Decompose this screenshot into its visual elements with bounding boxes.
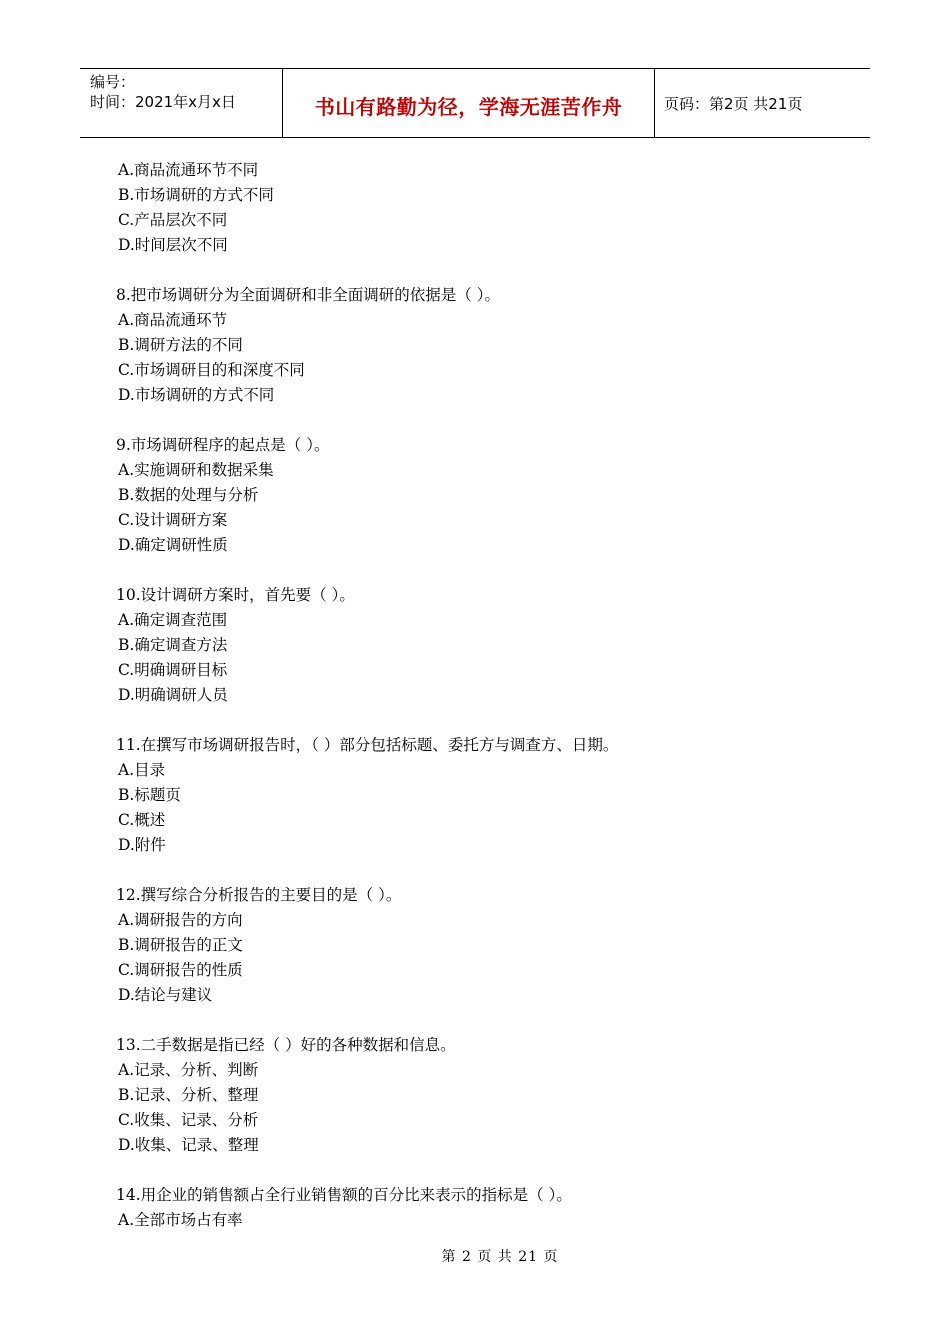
question-option: A.商品流通环节不同 <box>118 161 259 179</box>
question-block <box>116 283 876 408</box>
page-footer: 第 2 页 共 21 页 <box>441 1249 559 1265</box>
question-block <box>116 883 876 1008</box>
question-stem: 8.把市场调研分为全面调研和非全面调研的依据是（ ）。 <box>116 286 500 304</box>
question-option: A.商品流通环节 <box>118 311 228 329</box>
header-page-cell <box>655 69 870 137</box>
time-label: 时间：2021年x月x日 <box>90 93 236 111</box>
question-option: D.确定调研性质 <box>118 536 228 554</box>
question-option: A.全部市场占有率 <box>118 1211 243 1229</box>
question-option: B.确定调查方法 <box>118 636 228 654</box>
question-option: C.产品层次不同 <box>118 211 228 229</box>
question-option: A.目录 <box>118 761 166 779</box>
question-option: B.调研方法的不同 <box>118 336 243 354</box>
question-list <box>116 158 876 1258</box>
motto-text: 书山有路勤为径，学海无涯苦作舟 <box>314 94 623 119</box>
question-stem: 11.在撰写市场调研报告时，（ ）部分包括标题、委托方与调查方、日期。 <box>116 736 619 754</box>
question-block <box>116 1033 876 1158</box>
question-option: C.调研报告的性质 <box>118 961 243 979</box>
question-option: C.市场调研目的和深度不同 <box>118 361 305 379</box>
question-option: A.实施调研和数据采集 <box>118 461 274 479</box>
question-option: D.明确调研人员 <box>118 686 228 704</box>
question-block <box>116 1183 876 1233</box>
number-label: 编号： <box>90 73 136 91</box>
question-option: B.数据的处理与分析 <box>118 486 259 504</box>
question-option: A.确定调查范围 <box>118 611 228 629</box>
question-stem: 12.撰写综合分析报告的主要目的是（ ）。 <box>116 886 402 904</box>
question-option: C.概述 <box>118 811 166 829</box>
question-option: D.收集、记录、整理 <box>118 1136 259 1154</box>
page-info: 页码：第2页 共21页 <box>664 94 803 113</box>
header-meta-cell <box>80 69 282 137</box>
page-header <box>80 68 870 138</box>
question-block <box>116 433 876 558</box>
question-option: C.明确调研目标 <box>118 661 228 679</box>
question-block <box>116 733 876 858</box>
question-block <box>116 158 876 258</box>
question-option: B.调研报告的正文 <box>118 936 243 954</box>
question-option: A.调研报告的方向 <box>118 911 243 929</box>
question-option: B.标题页 <box>118 786 181 804</box>
question-stem: 10.设计调研方案时，首先要（ ）。 <box>116 586 355 604</box>
question-option: A.记录、分析、判断 <box>118 1061 259 1079</box>
question-option: C.设计调研方案 <box>118 511 228 529</box>
question-option: C.收集、记录、分析 <box>118 1111 259 1129</box>
question-stem: 9.市场调研程序的起点是（ ）。 <box>116 436 330 454</box>
question-block <box>116 583 876 708</box>
question-option: D.结论与建议 <box>118 986 213 1004</box>
question-option: D.附件 <box>118 836 166 854</box>
question-stem: 13.二手数据是指已经（ ）好的各种数据和信息。 <box>116 1036 456 1054</box>
question-option: D.市场调研的方式不同 <box>118 386 275 404</box>
question-option: D.时间层次不同 <box>118 236 228 254</box>
header-motto-cell <box>282 69 655 137</box>
question-option: B.市场调研的方式不同 <box>118 186 274 204</box>
question-option: B.记录、分析、整理 <box>118 1086 259 1104</box>
question-stem: 14.用企业的销售额占全行业销售额的百分比来表示的指标是（ ）。 <box>116 1186 572 1204</box>
